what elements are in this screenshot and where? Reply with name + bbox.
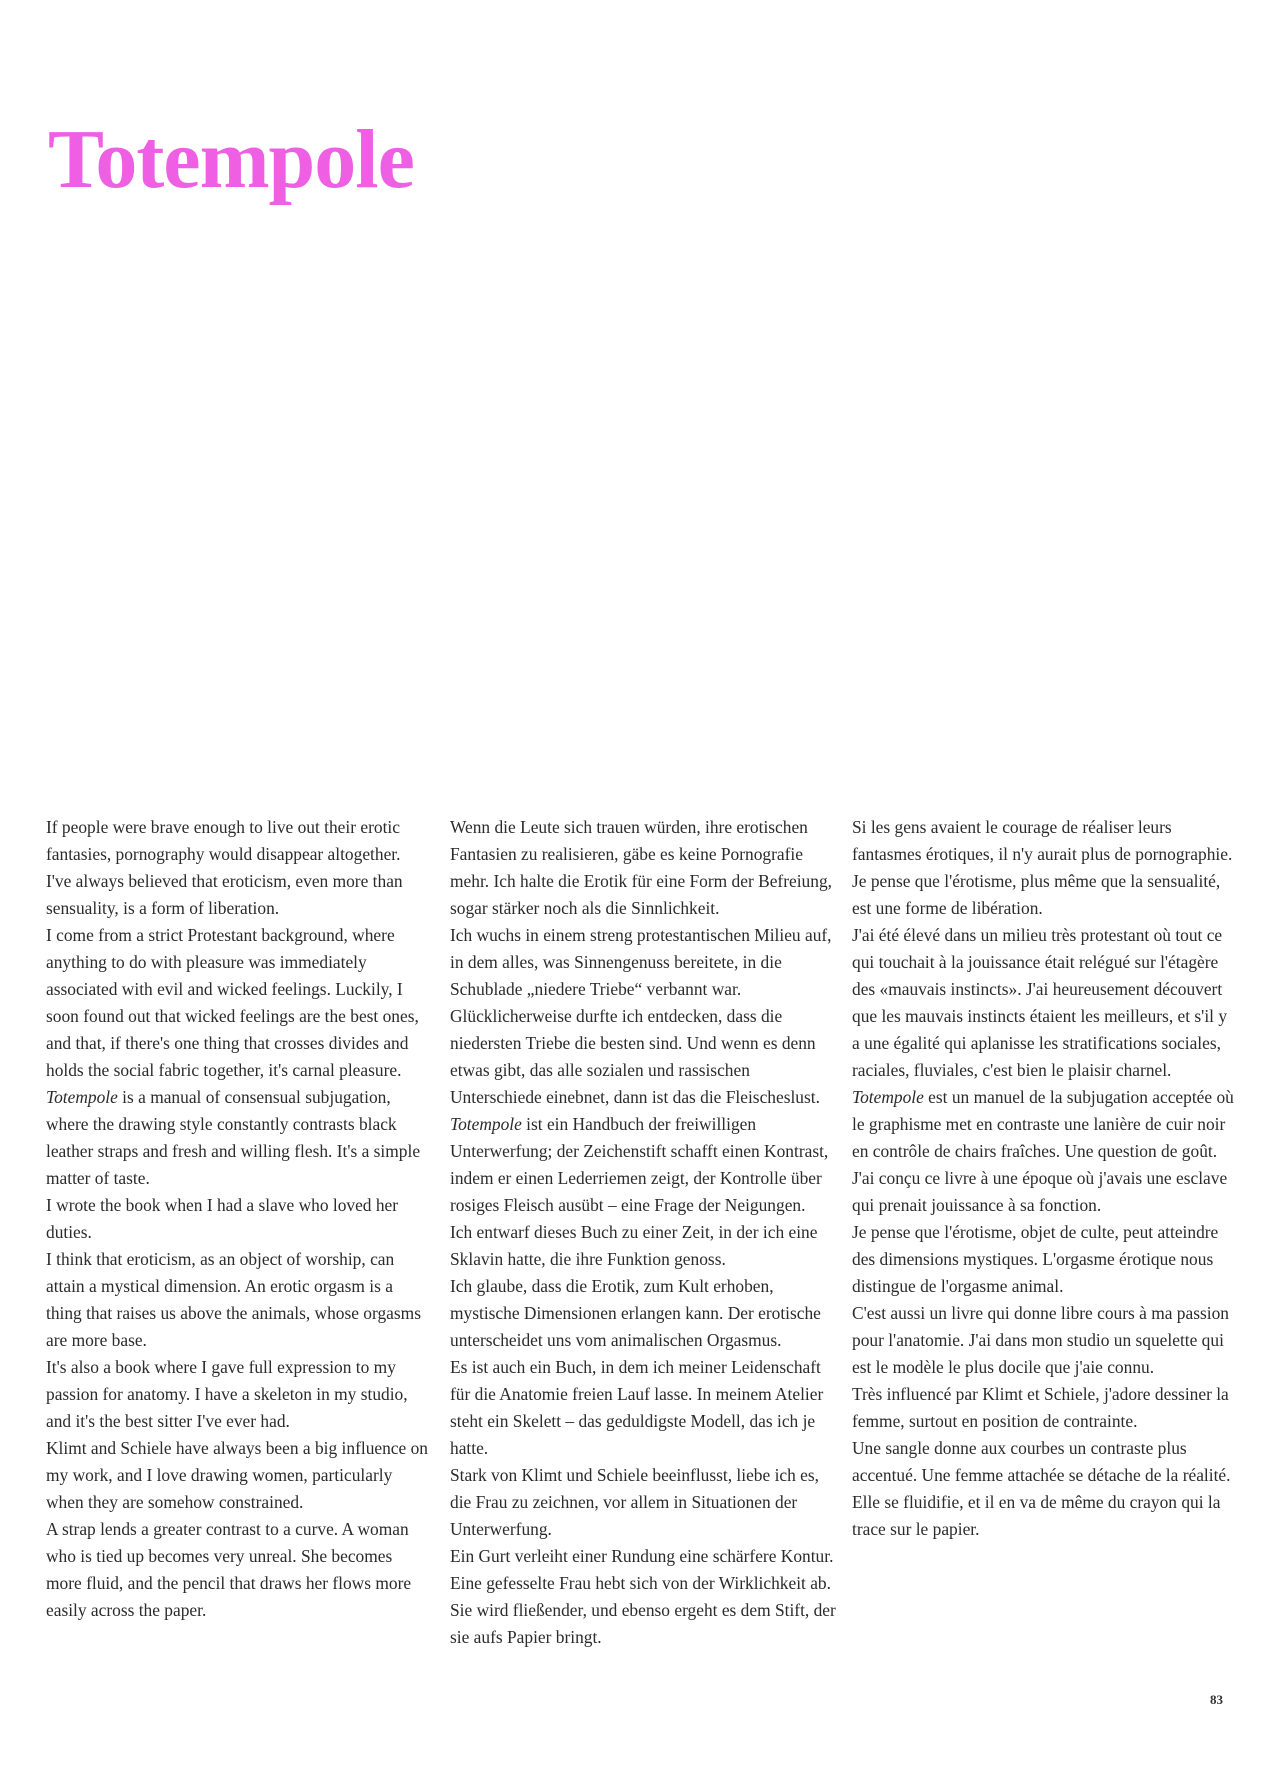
- paragraph-text: Une sangle donne aux courbes un contraste plus accentué. Une femme attachée se détache de la réalité. Elle se fluidifie, et il en va de même du crayon qui la trace sur le papier.: [852, 1438, 1231, 1539]
- paragraph-text: Très influencé par Klimt et Schiele, j'adore dessiner la femme, surtout en position de contrainte.: [852, 1384, 1229, 1431]
- paragraph-text: C'est aussi un livre qui donne libre cours à ma passion pour l'anatomie. J'ai dans mon studio un squelette qui est le modèle le plus docile que j'aie connu.: [852, 1303, 1229, 1377]
- paragraph-text: I come from a strict Protestant background, where anything to do with pleasure was immediately associated with evil and wicked feelings. Luckily, I soon found out that wicked feelings are the best ones, and that, if there's one thing that crosses divides and holds the social fabric together, it's carnal pleasure.: [46, 925, 419, 1080]
- paragraph: [852, 1435, 1236, 1543]
- paragraph-text: Ich entwarf dieses Buch zu einer Zeit, in der ich eine Sklavin hatte, die ihre Funktion genoss.: [450, 1222, 818, 1269]
- paragraph-text: Es ist auch ein Buch, in dem ich meiner Leidenschaft für die Anatomie freien Lauf lasse. In meinem Atelier steht ein Skelett – das geduldigste Modell, das ich je hatte.: [450, 1357, 824, 1458]
- paragraph: [46, 1192, 430, 1246]
- paragraph: [852, 1219, 1236, 1300]
- paragraph: [46, 1435, 430, 1516]
- paragraph: [46, 922, 430, 1084]
- paragraph-text: ist ein Handbuch der freiwilligen Unterwerfung; der Zeichenstift schafft einen Kontrast, indem er einen Lederriemen zeigt, der Kontrolle über rosiges Fleisch ausübt – eine Frage der Neigungen.: [450, 1114, 829, 1215]
- paragraph: [46, 1246, 430, 1354]
- paragraph: [852, 1300, 1236, 1381]
- paragraph-text: Ich glaube, dass die Erotik, zum Kult erhoben, mystische Dimensionen erlangen kann. Der erotische unterscheidet uns vom animalischen Orgasmus.: [450, 1276, 821, 1350]
- page-title: Totempole: [48, 113, 414, 206]
- paragraph-text: Wenn die Leute sich trauen würden, ihre erotischen Fantasien zu realisieren, gäbe es keine Pornografie mehr. Ich halte die Erotik für eine Form der Befreiung, sogar stärker noch als die Sinnlichkeit.: [450, 817, 832, 918]
- paragraph: [852, 1165, 1236, 1219]
- paragraph-text: Ein Gurt verleiht einer Rundung eine schärfere Kontur. Eine gefesselte Frau hebt sich von der Wirklichkeit ab. Sie wird fließender, und ebenso ergeht es dem Stift, der sie aufs Papier bringt.: [450, 1546, 836, 1647]
- paragraph: [450, 814, 836, 922]
- paragraph: [450, 1111, 836, 1219]
- paragraph-text: If people were brave enough to live out their erotic fantasies, pornography would disappear altogether. I've always believed that eroticism, even more than sensuality, is a form of liberation.: [46, 817, 403, 918]
- book-title-italic: Totempole: [46, 1087, 118, 1107]
- paragraph: [46, 1084, 430, 1192]
- paragraph: [852, 1381, 1236, 1435]
- paragraph: [46, 814, 430, 922]
- paragraph-text: Klimt and Schiele have always been a big influence on my work, and I love drawing women, particularly when they are somehow constrained.: [46, 1438, 428, 1512]
- paragraph-text: I think that eroticism, as an object of worship, can attain a mystical dimension. An erotic orgasm is a thing that raises us above the animals, whose orgasms are more base.: [46, 1249, 421, 1350]
- german-text-column: [450, 814, 836, 1651]
- book-title-italic: Totempole: [852, 1087, 924, 1107]
- paragraph-text: is a manual of consensual subjugation, where the drawing style constantly contrasts black leather straps and fresh and willing flesh. It's a simple matter of taste.: [46, 1087, 421, 1188]
- paragraph-text: J'ai conçu ce livre à une époque où j'avais une esclave qui prenait jouissance à sa fonction.: [852, 1168, 1228, 1215]
- paragraph: [450, 1219, 836, 1273]
- paragraph: [852, 922, 1236, 1084]
- paragraph: [46, 1516, 430, 1624]
- paragraph-text: Je pense que l'érotisme, objet de culte, peut atteindre des dimensions mystiques. L'orgasme érotique nous distingue de l'orgasme animal.: [852, 1222, 1219, 1296]
- paragraph-text: est un manuel de la subjugation acceptée où le graphisme met en contraste une lanière de cuir noir en contrôle de chairs fraîches. Une question de goût.: [852, 1087, 1234, 1161]
- paragraph: [450, 1462, 836, 1543]
- paragraph: [450, 1543, 836, 1651]
- paragraph-text: J'ai été élevé dans un milieu très protestant où tout ce qui touchait à la jouissance était relégué sur l'étagère des «mauvais instincts». J'ai heureusement découvert que les mauvais instincts étaient les meilleurs, et s'il y a une égalité qui aplanisse les stratifications sociales, raciales, fluviales, c'est bien le plaisir charnel.: [852, 925, 1228, 1080]
- paragraph: [46, 1354, 430, 1435]
- book-title-italic: Totempole: [450, 1114, 522, 1134]
- paragraph-text: I wrote the book when I had a slave who loved her duties.: [46, 1195, 399, 1242]
- paragraph-text: It's also a book where I gave full expression to my passion for anatomy. I have a skeleton in my studio, and it's the best sitter I've ever had.: [46, 1357, 408, 1431]
- paragraph-text: Stark von Klimt und Schiele beeinflusst, liebe ich es, die Frau zu zeichnen, vor allem in Situationen der Unterwerfung.: [450, 1465, 819, 1539]
- paragraph: [852, 1084, 1236, 1165]
- english-text-column: [46, 814, 430, 1624]
- paragraph: [450, 922, 836, 1111]
- paragraph-text: Si les gens avaient le courage de réaliser leurs fantasmes érotiques, il n'y aurait plus de pornographie. Je pense que l'érotisme, plus même que la sensualité, est une forme de libération.: [852, 817, 1233, 918]
- paragraph: [450, 1273, 836, 1354]
- page-number: 83: [1210, 1692, 1223, 1707]
- french-text-column: [852, 814, 1236, 1543]
- paragraph-text: Ich wuchs in einem streng protestantischen Milieu auf, in dem alles, was Sinnengenuss bereitete, in die Schublade „niedere Triebe“ verbannt war. Glücklicherweise durfte ich entdecken, dass die niedersten Triebe die besten sind. Und wenn es denn etwas gibt, das alle sozialen und rassischen Unterschiede einebnet, dann ist das die Fleischeslust.: [450, 925, 832, 1107]
- paragraph: [852, 814, 1236, 922]
- paragraph-text: A strap lends a greater contrast to a curve. A woman who is tied up becomes very unreal. She becomes more fluid, and the pencil that draws her flows more easily across the paper.: [46, 1519, 412, 1620]
- paragraph: [450, 1354, 836, 1462]
